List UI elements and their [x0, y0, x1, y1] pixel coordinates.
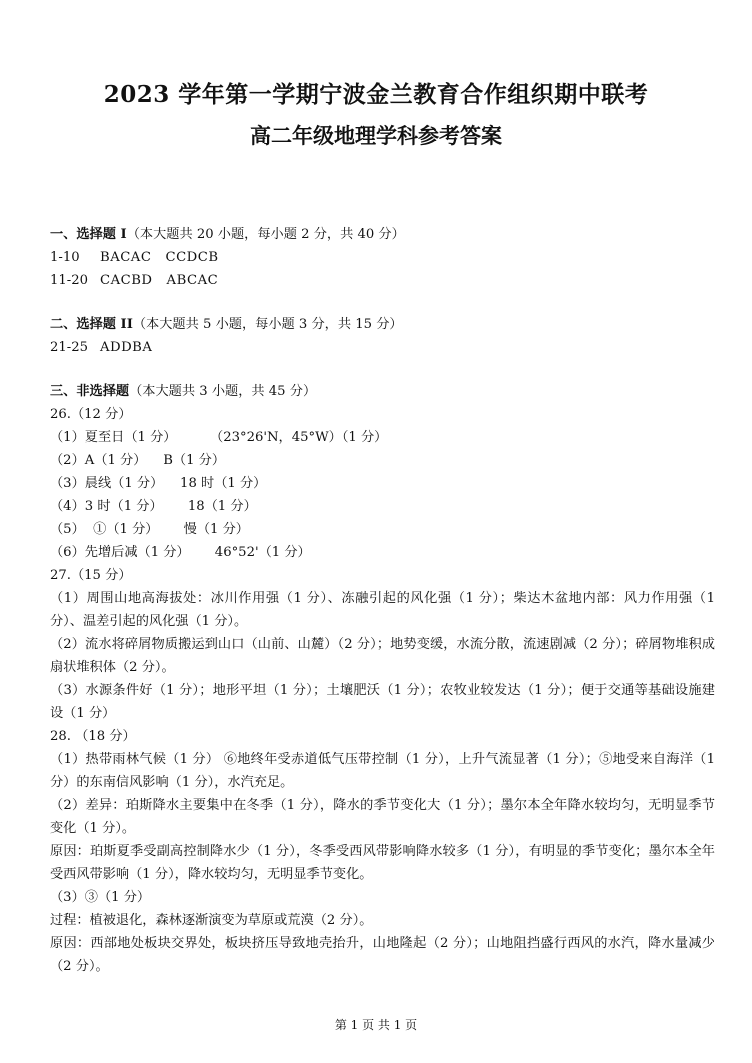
- q27-line: （3）水源条件好（1 分）；地形平坦（1 分）；土壤肥沃（1 分）；农牧业较发达（1 分）；便于交通等基础设施建设（1 分）: [50, 683, 715, 721]
- section-heading-choice-1: [50, 223, 715, 246]
- question-27-head: 27.（15 分）: [50, 568, 132, 583]
- answer-range: 11-20: [50, 273, 89, 288]
- q28-line: 过程：植被退化，森林逐渐演变为草原或荒漠（2 分）。: [50, 913, 373, 928]
- q26-line: （5） ①（1 分） 慢（1 分）: [50, 522, 249, 537]
- section-title: 一、选择题 I: [50, 227, 127, 242]
- q28-line: （2）差异：珀斯降水主要集中在冬季（1 分），降水的季节变化大（1 分）；墨尔本全年降水较均匀，无明显季节变化（1 分）。: [50, 798, 715, 836]
- page-title: 2023 学年第一学期宁波金兰教育合作组织期中联考: [103, 81, 649, 108]
- q26-line: （4）3 时（1 分） 18（1 分）: [50, 499, 257, 514]
- answer-letters: CACBD ABCAC: [100, 273, 219, 288]
- answer-letters: BACAC CCDCB: [100, 250, 219, 265]
- section-title: 三、非选择题: [50, 384, 130, 399]
- section-note: （本大题共 3 小题，共 45 分）: [129, 384, 317, 399]
- answer-row: [50, 269, 715, 292]
- q26-line: （3）晨线（1 分） 18 时（1 分）: [50, 476, 267, 491]
- section-note: （本大题共 20 小题，每小题 2 分，共 40 分）: [126, 227, 405, 242]
- section-title: 二、选择题 II: [50, 317, 133, 332]
- q26-line: （6）先增后减（1 分） 46°52'（1 分）: [50, 545, 311, 560]
- q26-line: （2）A（1 分） B（1 分）: [50, 453, 226, 468]
- answer-letters: ADDBA: [100, 340, 153, 355]
- answer-row: [50, 246, 715, 269]
- q28-line: （1）热带雨林气候（1 分） ⑥地终年受赤道低气压带控制（1 分），上升气流显著（1 分）；⑤地受来自海洋（1 分）的东南信风影响（1 分），水汽充足。: [50, 752, 715, 790]
- answer-row: [50, 336, 715, 359]
- q27-line: （1）周围山地高海拔处：冰川作用强（1 分）、冻融引起的风化强（1 分）；柴达木盆地内部：风力作用强（1 分）、温差引起的风化强（1 分）。: [50, 591, 715, 629]
- question-26-head: 26.（12 分）: [50, 407, 132, 422]
- answer-range: 1-10: [50, 250, 80, 265]
- q28-line: 原因：珀斯夏季受副高控制降水少（1 分），冬季受西风带影响降水较多（1 分），有明显的季节变化；墨尔本全年受西风带影响（1 分），降水较均匀，无明显季节变化。: [50, 844, 715, 882]
- section-note: （本大题共 5 小题，每小题 3 分，共 15 分）: [132, 317, 403, 332]
- section-heading-choice-2: [50, 313, 715, 336]
- answer-range: 21-25: [50, 340, 89, 355]
- q27-line: （2）流水将碎屑物质搬运到山口（山前、山麓）（2 分）；地势变缓，水流分散，流速剧减（2 分）；碎屑物堆积成扇状堆积体（2 分）。: [50, 637, 715, 675]
- section-heading-non-choice: [50, 380, 715, 403]
- q28-line: 原因：西部地处板块交界处，板块挤压导致地壳抬升，山地隆起（2 分）；山地阻挡盛行西风的水汽，降水量减少（2 分）。: [50, 936, 715, 974]
- q28-line: （3）③（1 分）: [50, 890, 151, 905]
- page-subtitle: 高二年级地理学科参考答案: [250, 123, 502, 148]
- page-footer: 第 1 页 共 1 页: [334, 1018, 418, 1032]
- q26-line: （1）夏至日（1 分） （23°26'N，45°W）（1 分）: [50, 430, 388, 445]
- question-28-head: 28. （18 分）: [50, 729, 136, 744]
- answer-content: [50, 223, 715, 978]
